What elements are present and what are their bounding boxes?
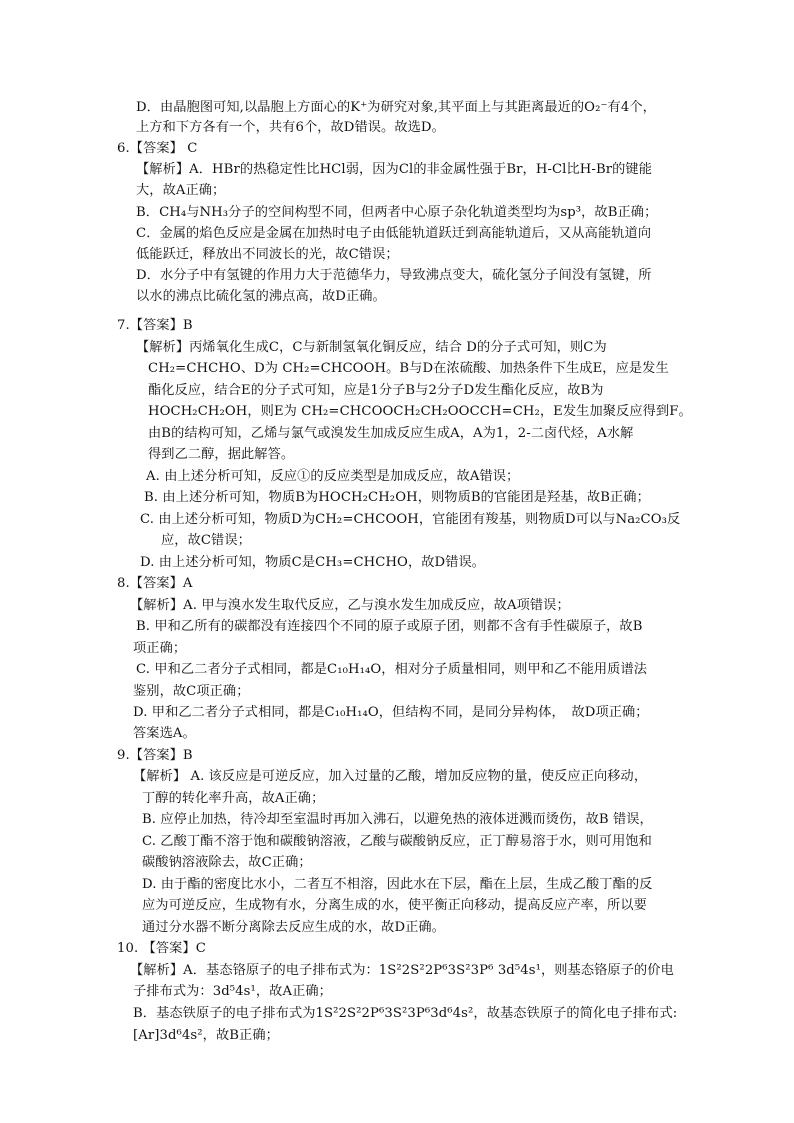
q9-analysis-line: B. 应停止加热，待冷却至室温时再加入沸石，以避免热的液体迸溅而烫伤，故B 错误， [142,812,653,827]
q9-analysis-line: 丁醇的转化率升高，故A正确； [142,791,325,806]
q7-analysis-line: CH₂=CHCHO、D为 CH₂=CHCOOH。B与D在浓硫酸、加热条件下生成E，应是发生 [148,361,669,376]
q7-analysis-line: 【解析】丙烯氧化生成C，C与新制氢氧化铜反应，结合 D的分子式可知，则C为 [136,340,607,355]
q9-analysis-line: C. 乙酸丁酯不溶于饱和碳酸钠溶液，乙酸与碳酸钠反应，正丁醇易溶于水，则可用饱和 [142,834,652,849]
q6-analysis-line: B．CH₄与NH₃分子的空间构型不同，但两者中心原子杂化轨道类型均为sp³，故B正确； [136,205,658,220]
q7-option-b: B. 由上述分析可知，物质B为HOCH₂CH₂OH，则物质B的官能团是羟基，故B正确； [144,490,650,505]
q10-analysis-line: 【解析】A．基态铬原子的电子排布式为：1S²2S²2P⁶3S²3P⁶ 3d⁵4s¹，则基态铬原子的价电 [130,963,674,978]
q8-analysis-line: 鉴别，故C项正确； [133,684,250,699]
q9-analysis-line: 应为可逆反应，生成物有水，分离生成的水，使平衡正向移动，提高反应产率，所以要 [142,898,647,913]
q10-analysis-line: B．基态铁原子的电子排布式为1S²2S²2P⁶3S²3P⁶3d⁶4s²，故基态铁原子的简化电子排布式: [133,1006,678,1021]
q8-analysis-line: 答案选A。 [133,726,196,741]
q10-answer: 10. 【答案】C [117,941,206,956]
q7-answer: 7.【答案】B [117,318,193,333]
q9-answer: 9.【答案】B [117,748,193,763]
q10-analysis-line: 子排布式为：3d⁵4s¹，故A正确； [133,984,332,999]
q6-answer: 6.【答案】 C [117,141,198,156]
q8-analysis-line: D. 甲和乙二者分子式相同，都是C₁₀H₁₄O，但结构不同，是同分异构体， 故D项正确； [133,705,649,720]
q7-analysis-line: HOCH₂CH₂OH，则E为 CH₂=CHCOOCH₂CH₂OOCCH=CH₂，E发生加聚反应得到F。 [148,404,692,419]
q7-option-c-line1: C. 由上述分析可知，物质D为CH₂=CHCOOH，官能团有羧基，则物质D可以与Na₂CO₃反 [140,512,681,527]
q6-analysis-line: 【解析】A．HBr的热稳定性比HCl弱，因为Cl的非金属性强于Br，H-Cl比H-Br的键能 [136,162,653,177]
q6-analysis-line: 低能跃迁，释放出不同波长的光，故C错误； [136,247,399,262]
q7-analysis-line: 得到乙二醇，据此解答。 [148,447,295,462]
q7-option-a: A. 由上述分析可知，反应①的反应类型是加成反应，故A错误； [146,469,520,484]
q7-option-c-line2: 应，故C错误； [161,533,251,548]
q8-analysis-line: 项正确； [133,641,187,656]
q9-analysis-line: 碳酸钠溶液除去，故C正确； [142,855,312,870]
q5-option-d-line2: 上方和下方各有一个，共有6个，故D错误。故选D。 [136,120,445,135]
q7-analysis-line: 酯化反应，结合E的分子式可知，应是1分子B与2分子D发生酯化反应，故B为 [148,383,604,398]
q6-analysis-line: 大，故A正确； [136,183,226,198]
q8-analysis-line: B. 甲和乙所有的碳都没有连接四个不同的原子或原子团，则都不含有手性碳原子，故B [136,619,643,634]
q7-option-d: D. 由上述分析可知，物质C是CH₃=CHCHO，故D错误。 [140,555,486,570]
q6-analysis-line: 以水的沸点比硫化氢的沸点高，故D正确。 [136,289,386,304]
q9-analysis-line: D. 由于酯的密度比水小，二者互不相溶，因此水在下层，酯在上层，生成乙酸丁酯的反 [142,877,653,892]
q8-answer: 8.【答案】A [117,576,193,591]
q9-analysis-line: 【解析】 A. 该反应是可逆反应，加入过量的乙酸，增加反应物的量，使反应正向移动， [133,769,648,784]
q10-analysis-line: [Ar]3d⁶4s²，故B正确； [133,1028,279,1043]
q6-analysis-line: C．金属的焰色反应是金属在加热时电子由低能轨道跃迁到高能轨道后，又从高能轨道向 [136,226,652,241]
q6-analysis-line: D．水分子中有氢键的作用力大于范德华力，导致沸点变大，硫化氢分子间没有氢键，所 [136,268,652,283]
q8-analysis-line: 【解析】A. 甲与溴水发生取代反应，乙与溴水发生加成反应，故A项错误； [130,598,570,613]
q9-analysis-line: 通过分水器不断分离除去反应生成的水，故D正确。 [142,920,445,935]
q8-analysis-line: C. 甲和乙二者分子式相同，都是C₁₀H₁₄O，相对分子质量相同，则甲和乙不能用质谱法 [136,662,648,677]
q5-option-d-line1: D．由晶胞图可知,以晶胞上方面心的K⁺为研究对象,其平面上与其距离最近的O₂⁻有4个， [136,100,656,115]
q7-analysis-line: 由B的结构可知，乙烯与氯气或溴发生加成反应生成A，A为1，2-二卤代烃，A水解 [148,426,634,441]
